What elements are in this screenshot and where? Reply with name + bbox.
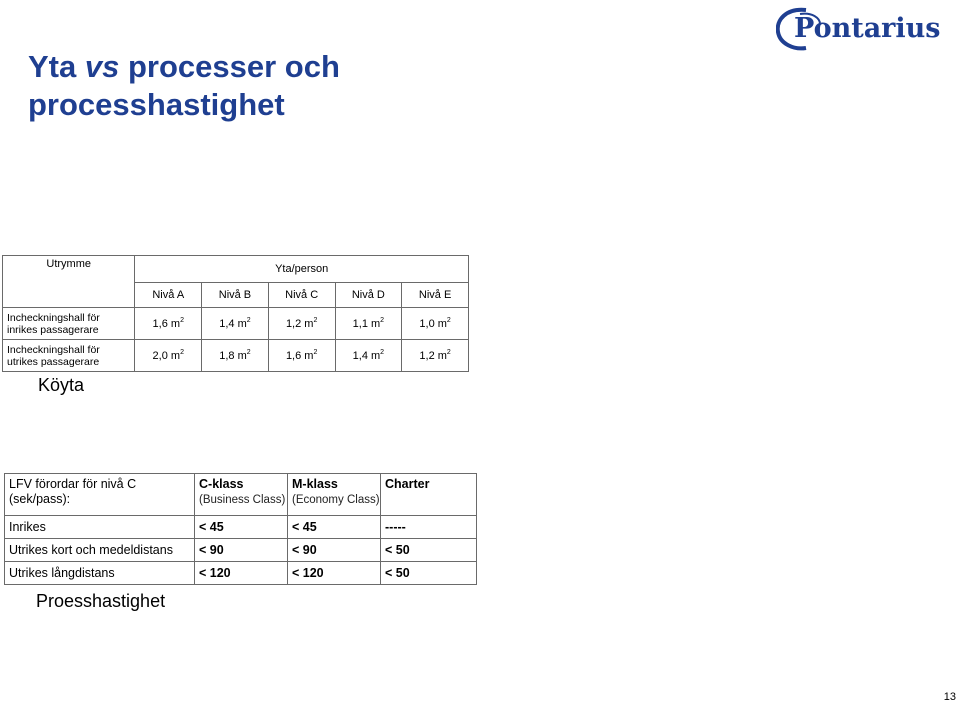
area-value: 1,0	[419, 318, 435, 330]
area-table	[2, 255, 469, 372]
table-row	[5, 539, 477, 562]
table-row	[5, 562, 477, 585]
area-value: 1,6	[285, 350, 302, 362]
unit: m	[437, 350, 447, 362]
area-cell	[402, 340, 469, 372]
speed-value: < 120	[195, 562, 288, 585]
area-cell	[268, 308, 335, 340]
level-header: Nivå D	[335, 283, 402, 308]
speed-table-corner	[5, 474, 195, 516]
unit: m	[437, 318, 447, 330]
title-line1-italic: vs	[84, 49, 120, 84]
area-cell	[335, 340, 402, 372]
column-name: M-klass	[292, 477, 338, 491]
speed-value: < 50	[381, 562, 477, 585]
level-header: Nivå C	[268, 283, 335, 308]
row-label-line1: Incheckningshall för	[7, 343, 100, 356]
area-cell	[202, 308, 269, 340]
column-name: Charter	[385, 477, 430, 491]
area-value: 1,6	[152, 318, 168, 330]
unit: m	[237, 318, 247, 330]
level-header: Nivå E	[402, 283, 469, 308]
column-name: C-klass	[199, 477, 244, 491]
speed-value: < 120	[288, 562, 381, 585]
unit-exp: 2	[180, 349, 184, 356]
page-number: 13	[943, 691, 956, 703]
unit-exp: 2	[446, 317, 451, 324]
area-cell	[335, 308, 402, 340]
area-value: 1,4	[219, 318, 235, 330]
unit: m	[371, 350, 381, 362]
row-label: Inrikes	[5, 516, 195, 539]
row-label-line2: utrikes passagerare	[7, 355, 100, 368]
slide-title	[28, 48, 340, 124]
unit-exp: 2	[246, 349, 251, 356]
area-cell	[202, 340, 269, 372]
area-value: 1,2	[285, 318, 302, 330]
unit-exp: 2	[313, 349, 318, 356]
column-header	[288, 474, 381, 516]
corner-line1: LFV förordar för nivå C	[9, 477, 137, 491]
unit: m	[304, 318, 314, 330]
unit-exp: 2	[180, 317, 184, 324]
speed-value: < 90	[288, 539, 381, 562]
title-line1-part1: Yta	[28, 49, 85, 84]
table-row	[3, 308, 469, 340]
area-value: 1,8	[219, 350, 235, 362]
speed-value: < 50	[381, 539, 477, 562]
logo-text: Pontarius	[794, 13, 941, 44]
row-label: Utrikes långdistans	[5, 562, 195, 585]
row-label: Utrikes kort och medeldistans	[5, 539, 195, 562]
area-cell	[135, 308, 202, 340]
area-table-corner: Utrymme	[3, 256, 135, 308]
area-table-caption: Köyta	[38, 375, 85, 395]
title-line1-part2: processer och	[119, 49, 340, 84]
level-header: Nivå B	[202, 283, 269, 308]
speed-value: -----	[381, 516, 477, 539]
row-label	[3, 308, 135, 340]
area-table-span-header: Yta/person	[135, 256, 469, 283]
speed-table	[4, 473, 477, 585]
area-value: 2,0	[152, 350, 168, 362]
speed-value: < 45	[195, 516, 288, 539]
area-cell	[135, 340, 202, 372]
column-sub: (Business Class)	[199, 494, 286, 506]
unit: m	[304, 350, 314, 362]
area-cell	[402, 308, 469, 340]
area-cell	[268, 340, 335, 372]
pontarius-logo	[776, 6, 946, 52]
table-row	[3, 340, 469, 372]
column-sub: (Economy Class)	[292, 494, 380, 506]
unit-exp: 2	[380, 349, 385, 356]
speed-table-caption: Proesshastighet	[36, 591, 166, 611]
unit: m	[170, 318, 181, 330]
unit: m	[170, 350, 181, 362]
unit-exp: 2	[446, 349, 451, 356]
speed-value: < 45	[288, 516, 381, 539]
unit: m	[237, 350, 247, 362]
speed-value: < 90	[195, 539, 288, 562]
area-value: 1,2	[419, 350, 435, 362]
area-value: 1,4	[352, 350, 368, 362]
column-header	[381, 474, 477, 516]
unit-exp: 2	[380, 317, 385, 324]
row-label-line2: inrikes passagerare	[7, 323, 99, 336]
column-header	[195, 474, 288, 516]
unit-exp: 2	[246, 317, 251, 324]
area-value: 1,1	[352, 318, 368, 330]
row-label-line1: Incheckningshall för	[7, 311, 100, 324]
level-header: Nivå A	[135, 283, 202, 308]
corner-line2: (sek/pass):	[9, 492, 71, 506]
unit-exp: 2	[313, 317, 318, 324]
row-label	[3, 340, 135, 372]
title-line2: processhastighet	[28, 87, 285, 122]
table-header-row	[5, 474, 477, 516]
unit: m	[371, 318, 381, 330]
table-row	[5, 516, 477, 539]
